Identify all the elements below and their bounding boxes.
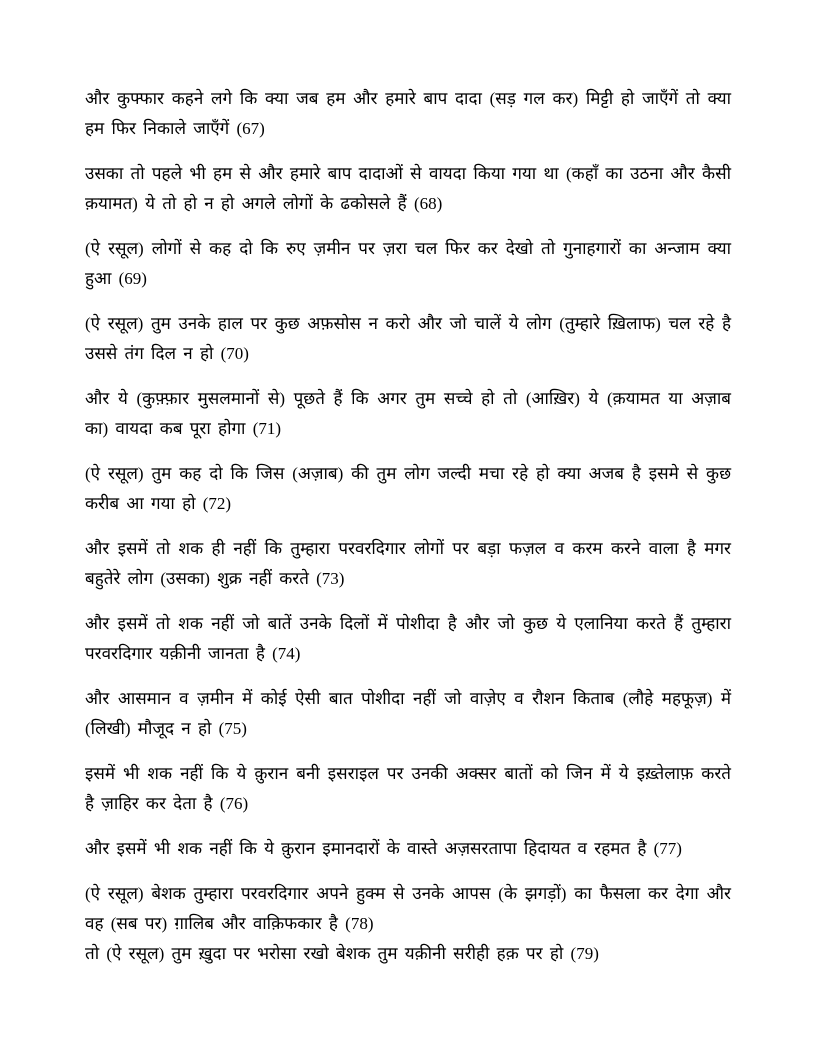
verse-paragraph-77: और इसमें भी शक नहीं कि ये क़ुरान इमानदारों के वास्ते अज़सरतापा हिदायत व रहमत है (77)	[85, 839, 682, 858]
verse-paragraph-72: (ऐ रसूल) तुम कह दो कि जिस (अज़ाब) की तुम लोग जल्दी मचा रहे हो क्या अजब है इसमे से कुछ करीब आ गया हो (72)	[85, 464, 731, 513]
verse-paragraph-70: (ऐ रसूल) तुम उनके हाल पर कुछ अफ़सोस न करो और जो चालें ये लोग (तुम्हारे ख़िलाफ) चल रहे है उससे तंग दिल न हो (70)	[85, 314, 731, 363]
verse-paragraph-71: और ये (कुफ़्फ़ार मुसलमानों से) पूछते हैं कि अगर तुम सच्चे हो तो (आख़िर) ये (क़यामत या अज़ाब का) वायदा कब पूरा होगा (71)	[85, 389, 731, 438]
verse-paragraph-69: (ऐ रसूल) लोगों से कह दो कि रुए ज़मीन पर ज़रा चल फिर कर देखो तो गुनाहगारों का अन्जाम क्या हुआ (69)	[85, 239, 731, 288]
verse-paragraph-74: और इसमें तो शक नहीं जो बातें उनके दिलों में पोशीदा है और जो कुछ ये एलानिया करते हैं तुम्हारा परवरदिगार यक़ीनी जानता है (74)	[85, 614, 731, 663]
verse-paragraph-73: और इसमें तो शक ही नहीं कि तुम्हारा परवरदिगार लोगों पर बड़ा फज़ल व करम करने वाला है मगर बहुतेरे लोग (उसका) शुक्र नहीं करते (73)	[85, 539, 731, 588]
verse-paragraph-78: (ऐ रसूल) बेशक तुम्हारा परवरदिगार अपने हुक्म से उनके आपस (के झगड़ों) का फैसला कर देगा और वह (सब पर) ग़ालिब और वाक़िफकार है (78)	[85, 884, 731, 933]
verse-paragraph-79: तो (ऐ रसूल) तुम ख़ुदा पर भरोसा रखो बेशक तुम यक़ीनी सरीही हक़ पर हो (79)	[85, 944, 599, 963]
verse-paragraph-76: इसमें भी शक नहीं कि ये क़ुरान बनी इसराइल पर उनकी अक्सर बातों को जिन में ये इख़्तेलाफ़ करते है ज़ाहिर कर देता है (76)	[85, 764, 731, 813]
verse-paragraph-75: और आसमान व ज़मीन में कोई ऐसी बात पोशीदा नहीं जो वाज़ेए व रौशन किताब (लौहे महफूज़) में (लिखी) मौजूद न हो (75)	[85, 689, 731, 738]
verse-paragraph-67: और कुफ्फार कहने लगे कि क्या जब हम और हमारे बाप दादा (सड़ गल कर) मिट्टी हो जाएँगें तो क्या हम फिर निकाले जाएँगें (67)	[85, 89, 731, 138]
verse-paragraph-68: उसका तो पहले भी हम से और हमारे बाप दादाओं से वायदा किया गया था (कहाँ का उठना और कैसी क़यामत) ये तो हो न हो अगले लोगों के ढकोसले हैं (68)	[85, 164, 731, 213]
